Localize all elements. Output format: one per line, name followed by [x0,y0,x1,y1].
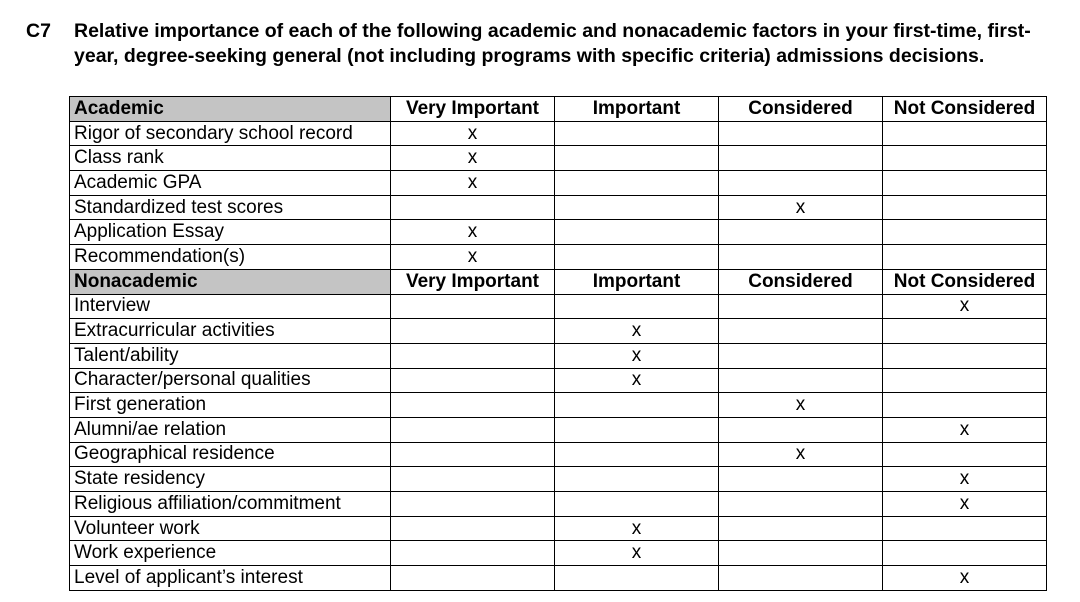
table-row [70,146,1047,171]
importance-mark [883,121,1047,146]
column-header: Considered [719,97,883,122]
importance-mark: x [883,467,1047,492]
table-row [70,294,1047,319]
importance-mark: x [883,417,1047,442]
importance-mark [391,566,555,591]
importance-mark: x [391,220,555,245]
factor-label: Character/personal qualities [70,368,391,393]
importance-mark [883,146,1047,171]
importance-mark [391,319,555,344]
table-row [70,171,1047,196]
table-row [70,245,1047,270]
table-row [70,393,1047,418]
table-row [70,417,1047,442]
importance-mark [555,195,719,220]
table-row [70,220,1047,245]
factor-label: Class rank [70,146,391,171]
importance-mark [555,171,719,196]
importance-mark [719,121,883,146]
factor-label: Rigor of secondary school record [70,121,391,146]
importance-mark: x [719,195,883,220]
table-row [70,442,1047,467]
importance-mark [555,220,719,245]
table-row [70,121,1047,146]
column-header: Very Important [391,97,555,122]
column-header: Important [555,269,719,294]
table-row [70,319,1047,344]
factor-label: Work experience [70,541,391,566]
importance-mark [719,368,883,393]
importance-mark: x [391,146,555,171]
importance-mark [555,492,719,517]
importance-mark: x [555,343,719,368]
importance-mark: x [391,121,555,146]
importance-mark [391,195,555,220]
importance-mark [391,516,555,541]
importance-mark [555,121,719,146]
table-row [70,541,1047,566]
importance-mark [555,245,719,270]
question-heading [26,19,1066,69]
importance-mark [391,442,555,467]
importance-mark [719,294,883,319]
importance-mark [883,516,1047,541]
importance-mark [883,541,1047,566]
importance-mark [719,516,883,541]
table-row [70,566,1047,591]
factor-label: Volunteer work [70,516,391,541]
importance-mark [555,442,719,467]
importance-mark [719,343,883,368]
importance-mark [391,417,555,442]
importance-mark: x [883,566,1047,591]
importance-mark: x [555,368,719,393]
section-title: Nonacademic [70,269,391,294]
importance-mark [391,541,555,566]
factor-label: Interview [70,294,391,319]
importance-mark [555,393,719,418]
factor-label: First generation [70,393,391,418]
importance-mark: x [719,393,883,418]
factor-label: Talent/ability [70,343,391,368]
factor-label: State residency [70,467,391,492]
factor-label: Geographical residence [70,442,391,467]
section-title: Academic [70,97,391,122]
importance-mark: x [883,294,1047,319]
importance-mark [555,467,719,492]
importance-mark [883,343,1047,368]
importance-mark: x [391,171,555,196]
importance-mark [555,294,719,319]
column-header: Not Considered [883,269,1047,294]
importance-mark [555,566,719,591]
table-row [70,368,1047,393]
question-code: C7 [26,20,51,42]
importance-mark [719,492,883,517]
importance-mark [883,442,1047,467]
importance-mark [883,319,1047,344]
importance-mark [719,319,883,344]
importance-mark [883,220,1047,245]
table-row [70,467,1047,492]
importance-mark [391,343,555,368]
importance-mark [883,368,1047,393]
importance-mark [719,171,883,196]
importance-mark: x [555,541,719,566]
importance-mark [883,195,1047,220]
importance-mark [555,417,719,442]
importance-mark [719,541,883,566]
section-header-row [70,97,1047,122]
importance-mark [719,417,883,442]
table-row [70,516,1047,541]
importance-mark [883,245,1047,270]
importance-mark: x [391,245,555,270]
factor-label: Level of applicant’s interest [70,566,391,591]
importance-mark [719,566,883,591]
table-row [70,195,1047,220]
importance-mark [719,220,883,245]
importance-mark: x [883,492,1047,517]
section-header-row [70,269,1047,294]
importance-mark [391,294,555,319]
table-row [70,492,1047,517]
importance-mark [719,467,883,492]
question-text: Relative importance of each of the following academic and nonacademic factors in your first-time, first-year, degree-seeking general (not including programs with specific criteria) admissions decisions. [74,20,1031,67]
importance-mark: x [555,516,719,541]
importance-mark [391,368,555,393]
factor-label: Recommendation(s) [70,245,391,270]
importance-mark [555,146,719,171]
column-header: Very Important [391,269,555,294]
importance-mark [391,467,555,492]
importance-mark [883,171,1047,196]
importance-mark [883,393,1047,418]
importance-mark [391,393,555,418]
importance-mark [719,146,883,171]
importance-mark [719,245,883,270]
column-header: Important [555,97,719,122]
column-header: Considered [719,269,883,294]
factor-label: Standardized test scores [70,195,391,220]
factor-label: Religious affiliation/commitment [70,492,391,517]
importance-mark [391,492,555,517]
factor-label: Application Essay [70,220,391,245]
factor-label: Academic GPA [70,171,391,196]
factor-label: Extracurricular activities [70,319,391,344]
admission-factors-table [69,96,1047,591]
column-header: Not Considered [883,97,1047,122]
factor-label: Alumni/ae relation [70,417,391,442]
table-row [70,343,1047,368]
importance-mark: x [555,319,719,344]
importance-mark: x [719,442,883,467]
